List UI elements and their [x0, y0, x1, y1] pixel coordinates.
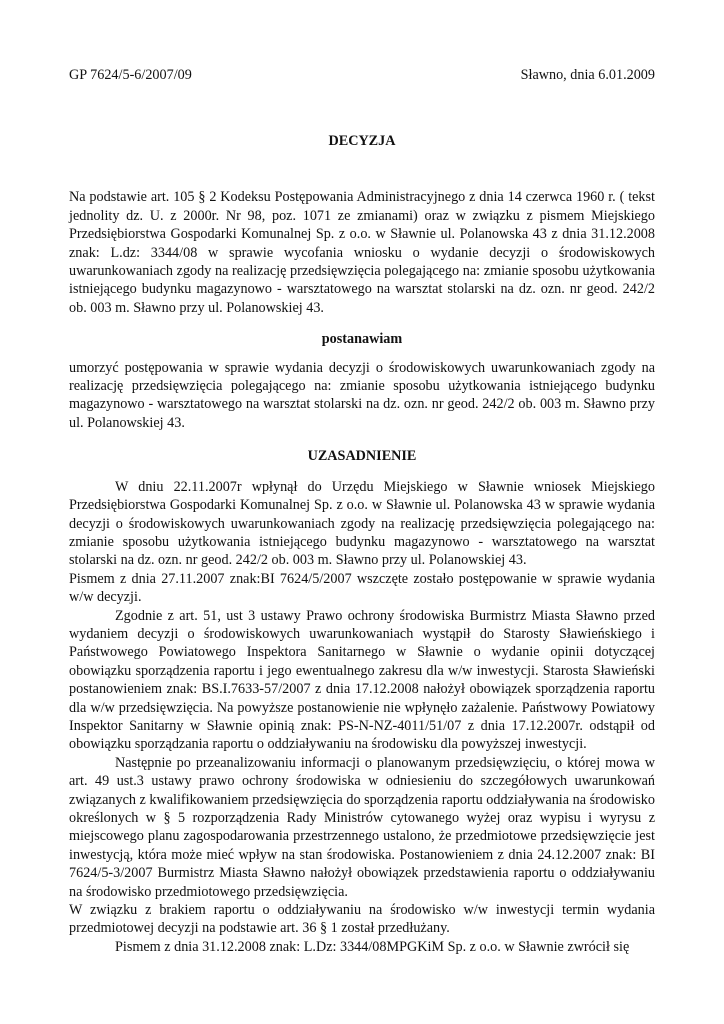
justification-paragraph: W dniu 22.11.2007r wpłynął do Urzędu Miejskiego w Sławnie wniosek Miejskiego Przedsiębiorstwa Gospodarki Komunalnej Sp. z o.o. w Sławnie ul. Polanowska 43 w sprawie wydania decyzji o środowiskowych uwarunkowaniach zgody na realizację przedsięwzięcia polegającego na: zmianie sposobu użytkowania istniejącego budynku magazynowo - warsztatowego na warsztat stolarski na dz. ozn. nr geod. 242/2 ob. 003 m. Sławno przy ul. Polanowskiej 43. — [69, 478, 655, 569]
document-page — [69, 66, 655, 956]
justification-body — [69, 478, 655, 957]
document-header — [69, 66, 655, 86]
case-number: GP 7624/5-6/2007/09 — [69, 67, 192, 83]
justification-heading: UZASADNIENIE — [307, 448, 417, 465]
legal-basis-paragraph: Na podstawie art. 105 § 2 Kodeksu Postępowania Administracyjnego z dnia 14 czerwca 1960 r. ( tekst jednolity dz. U. z 2000r. Nr 98, poz. 1071 ze zmianami) oraz w związku z pismem Miejskiego Przedsiębiorstwa Gospodarki Komunalnej Sp. z o.o. w Sławnie ul. Polanowska 43 z dnia 31.12.2008 znak: L.dz: 3344/08 w sprawie wycofania wniosku o wydanie decyzji o środowiskowych uwarunkowaniach zgody na realizację przedsięwzięcia polegającego na: zmianie sposobu użytkowania istniejącego budynku magazynowo - warsztatowego na warsztat stolarski na dz. ozn. nr geod. 242/2 ob. 003 m. Sławno przy ul. Polanowskiej 43. — [69, 189, 655, 316]
decision-title: DECYZJA — [328, 133, 396, 149]
decision-heading: postanawiam — [321, 331, 403, 348]
justification-paragraph: Pismem z dnia 27.11.2007 znak:BI 7624/5/2007 wszczęte zostało postępowanie w sprawie wydania w/w decyzji. — [69, 570, 655, 606]
justification-paragraph: Następnie po przeanalizowaniu informacji o planowanym przedsięwzięciu, o której mowa w art. 49 ust.3 ustawy prawo ochrony środowiska w odniesieniu do szczegółowych uwarunkowań związanych z kwalifikowaniem przedsięwzięcia do sporządzenia raportu oddziaływania na środowisko określonych w § 5 rozporządzenia Rady Ministrów cytowanego wyżej oraz wypisu i wyrysu z miejscowego planu zagospodarowania przestrzennego ustalono, że przedmiotowe przedsięwzięcie jest inwestycją, która może mieć wpływ na stan środowiska. Postanowieniem z dnia 24.12.2007 znak: BI 7624/5-3/2007 Burmistrz Miasta Sławno nałożył obowiązek przedstawienia raportu o oddziaływaniu na środowisko przedmiotowego przedsięwzięcia. — [69, 754, 655, 900]
place-and-date: Sławno, dnia 6.01.2009 — [520, 67, 655, 83]
ruling-paragraph: umorzyć postępowania w sprawie wydania decyzji o środowiskowych uwarunkowaniach zgody na realizację przedsięwzięcia polegającego na: zmianie sposobu użytkowania istniejącego budynku magazynowo - warsztatowego na warsztat stolarski na dz. ozn. nr geod. 242/2 ob. 003 m. Sławno przy ul. Polanowskiej 43. — [69, 359, 655, 431]
justification-paragraph: W związku z brakiem raportu o oddziaływaniu na środowisko w/w inwestycji termin wydania przedmiotowej decyzji na podstawie art. 36 § 1 został przedłużany. — [69, 902, 655, 937]
justification-paragraph: Zgodnie z art. 51, ust 3 ustawy Prawo ochrony środowiska Burmistrz Miasta Sławno przed wydaniem decyzji o środowiskowych uwarunkowaniach wystąpił do Starosty Sławieńskiego i Państwowego Powiatowego Inspektora Sanitarnego w Sławnie o wydanie opinii dotyczącej obowiązku sporządzenia raportu i jego ewentualnego zakresu dla w/w inwestycji. Starosta Sławieński postanowieniem znak: BS.I.7633-57/2007 z dnia 17.12.2008 nałożył obowiązek sporządzenia raportu dla w/w przedsięwzięcia. Na powyższe postanowienie nie wpłynęło zażalenie. Państwowy Powiatowy Inspektor Sanitarny w Sławnie opinią znak: PS-N-NZ-4011/51/07 z dnia 17.12.2007r. odstąpił od obowiązku sporządzania raportu o oddziaływaniu na środowisku dla powyższej inwestycji. — [69, 607, 655, 753]
justification-paragraph: Pismem z dnia 31.12.2008 znak: L.Dz: 3344/08MPGKiM Sp. z o.o. w Sławnie zwrócił się — [115, 938, 630, 955]
